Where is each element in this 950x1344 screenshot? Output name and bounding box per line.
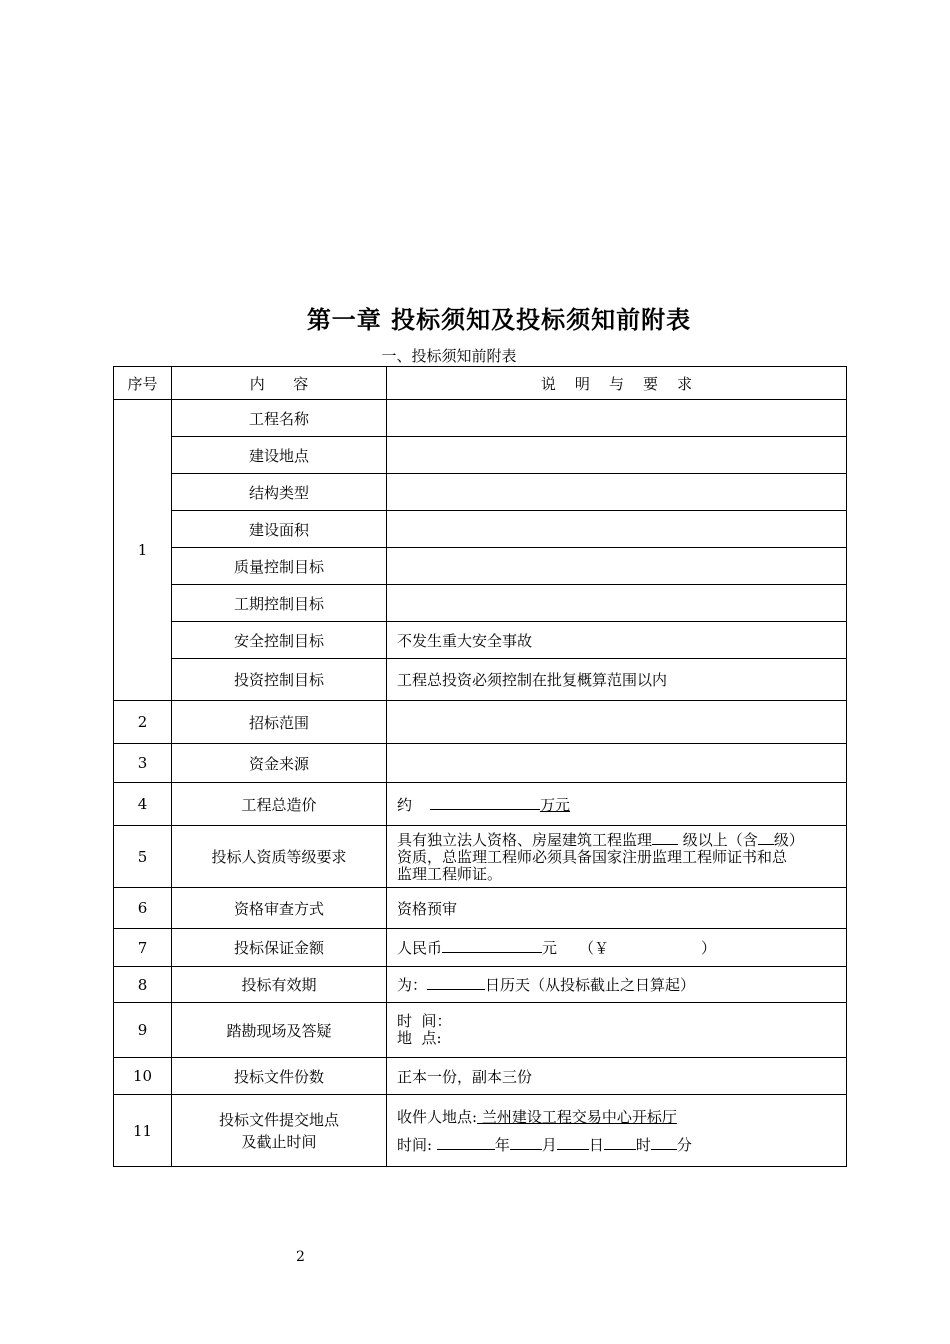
bid-instructions-table [113,366,847,1167]
table-row [114,783,847,826]
header-seq: 序号 [114,367,172,400]
table-row [114,888,847,929]
qualification-line-1: 具有独立法人资格、房屋建筑工程监理 级以上（含 级） [397,831,804,849]
site-visit-place: 地 点: [397,1029,442,1047]
row-value-review: 资格预审 [387,888,847,929]
row-seq: 5 [114,826,172,888]
table-row [114,659,847,701]
table-row [114,701,847,744]
table-row [114,437,847,474]
row-value-area [387,511,847,548]
table-row [114,1095,847,1167]
row-value-submission [387,1095,847,1167]
row-label-project-name: 工程名称 [172,400,387,437]
table-row [114,1058,847,1095]
row-label-structure: 结构类型 [172,474,387,511]
row-label-funding: 资金来源 [172,744,387,783]
row-label-qualification: 投标人资质等级要求 [172,826,387,888]
row-value-investment: 工程总投资必须控制在批复概算范围以内 [387,659,847,701]
day-blank [557,1135,589,1150]
row-value-total-cost [387,783,847,826]
table-row [114,474,847,511]
table-row [114,826,847,888]
grade-blank [652,830,678,845]
row-label-investment: 投资控制目标 [172,659,387,701]
header-description: 说 明 与 要 求 [387,367,847,400]
total-cost-blank [430,795,540,810]
row-value-schedule [387,585,847,622]
validity-days-blank [427,975,485,990]
row-value-project-name [387,400,847,437]
row-value-funding [387,744,847,783]
year-blank [437,1135,495,1150]
header-content: 内 容 [172,367,387,400]
row-label-schedule: 工期控制目标 [172,585,387,622]
row-label-scope: 招标范围 [172,701,387,744]
row-value-structure [387,474,847,511]
row-seq: 1 [114,400,172,701]
row-seq: 2 [114,701,172,744]
table-row [114,585,847,622]
row-seq: 7 [114,929,172,967]
total-cost-unit: 万元 [540,795,571,814]
row-label-bond: 投标保证金额 [172,929,387,967]
row-value-bond: 人民币 元 （￥ ） [387,929,847,967]
row-seq: 8 [114,967,172,1003]
table-row [114,511,847,548]
table-row [114,967,847,1003]
row-label-location: 建设地点 [172,437,387,474]
table-row [114,1003,847,1058]
site-visit-time: 时 间： [397,1012,452,1030]
submission-place: 收件人地点: 兰州建设工程交易中心开标厅 [397,1107,677,1126]
row-value-validity: 为： 日历天（从投标截止之日算起） [387,967,847,1003]
chapter-title: 第一章 投标须知及投标须知前附表 [306,306,692,334]
row-value-safety: 不发生重大安全事故 [387,622,847,659]
bond-amount-blank [442,938,542,953]
row-label-area: 建设面积 [172,511,387,548]
grade-blank [758,830,774,845]
page-number: 2 [296,1249,305,1265]
row-label-review: 资格审查方式 [172,888,387,929]
table-row [114,929,847,967]
row-value-copies: 正本一份，副本三份 [387,1058,847,1095]
row-value-qualification [387,826,847,888]
row-label-submission: 投标文件提交地点 及截止时间 [172,1095,387,1167]
row-value-quality [387,548,847,585]
hour-blank [604,1135,636,1150]
row-label-quality: 质量控制目标 [172,548,387,585]
minute-blank [651,1135,677,1150]
row-seq: 11 [114,1095,172,1167]
qualification-line-2: 资质，总监理工程师必须具备国家注册监理工程师证书和总 [397,848,788,866]
row-seq: 4 [114,783,172,826]
row-label-total-cost: 工程总造价 [172,783,387,826]
month-blank [510,1135,542,1150]
submission-deadline: 时间: 年 月 日 时 分 [397,1135,692,1154]
row-seq: 10 [114,1058,172,1095]
row-seq: 3 [114,744,172,783]
table-row [114,548,847,585]
row-label-validity: 投标有效期 [172,967,387,1003]
table-row [114,400,847,437]
row-seq: 9 [114,1003,172,1058]
table-subtitle: 一、投标须知前附表 [381,347,517,365]
row-value-scope [387,701,847,744]
row-value-site-visit [387,1003,847,1058]
table-row [114,744,847,783]
qualification-line-3: 监理工程师证。 [397,865,503,883]
total-cost-prefix: 约 [397,795,413,814]
table-header-row [114,367,847,400]
row-label-safety: 安全控制目标 [172,622,387,659]
row-value-location [387,437,847,474]
row-label-site-visit: 踏勘现场及答疑 [172,1003,387,1058]
row-label-copies: 投标文件份数 [172,1058,387,1095]
row-seq: 6 [114,888,172,929]
table-row [114,622,847,659]
